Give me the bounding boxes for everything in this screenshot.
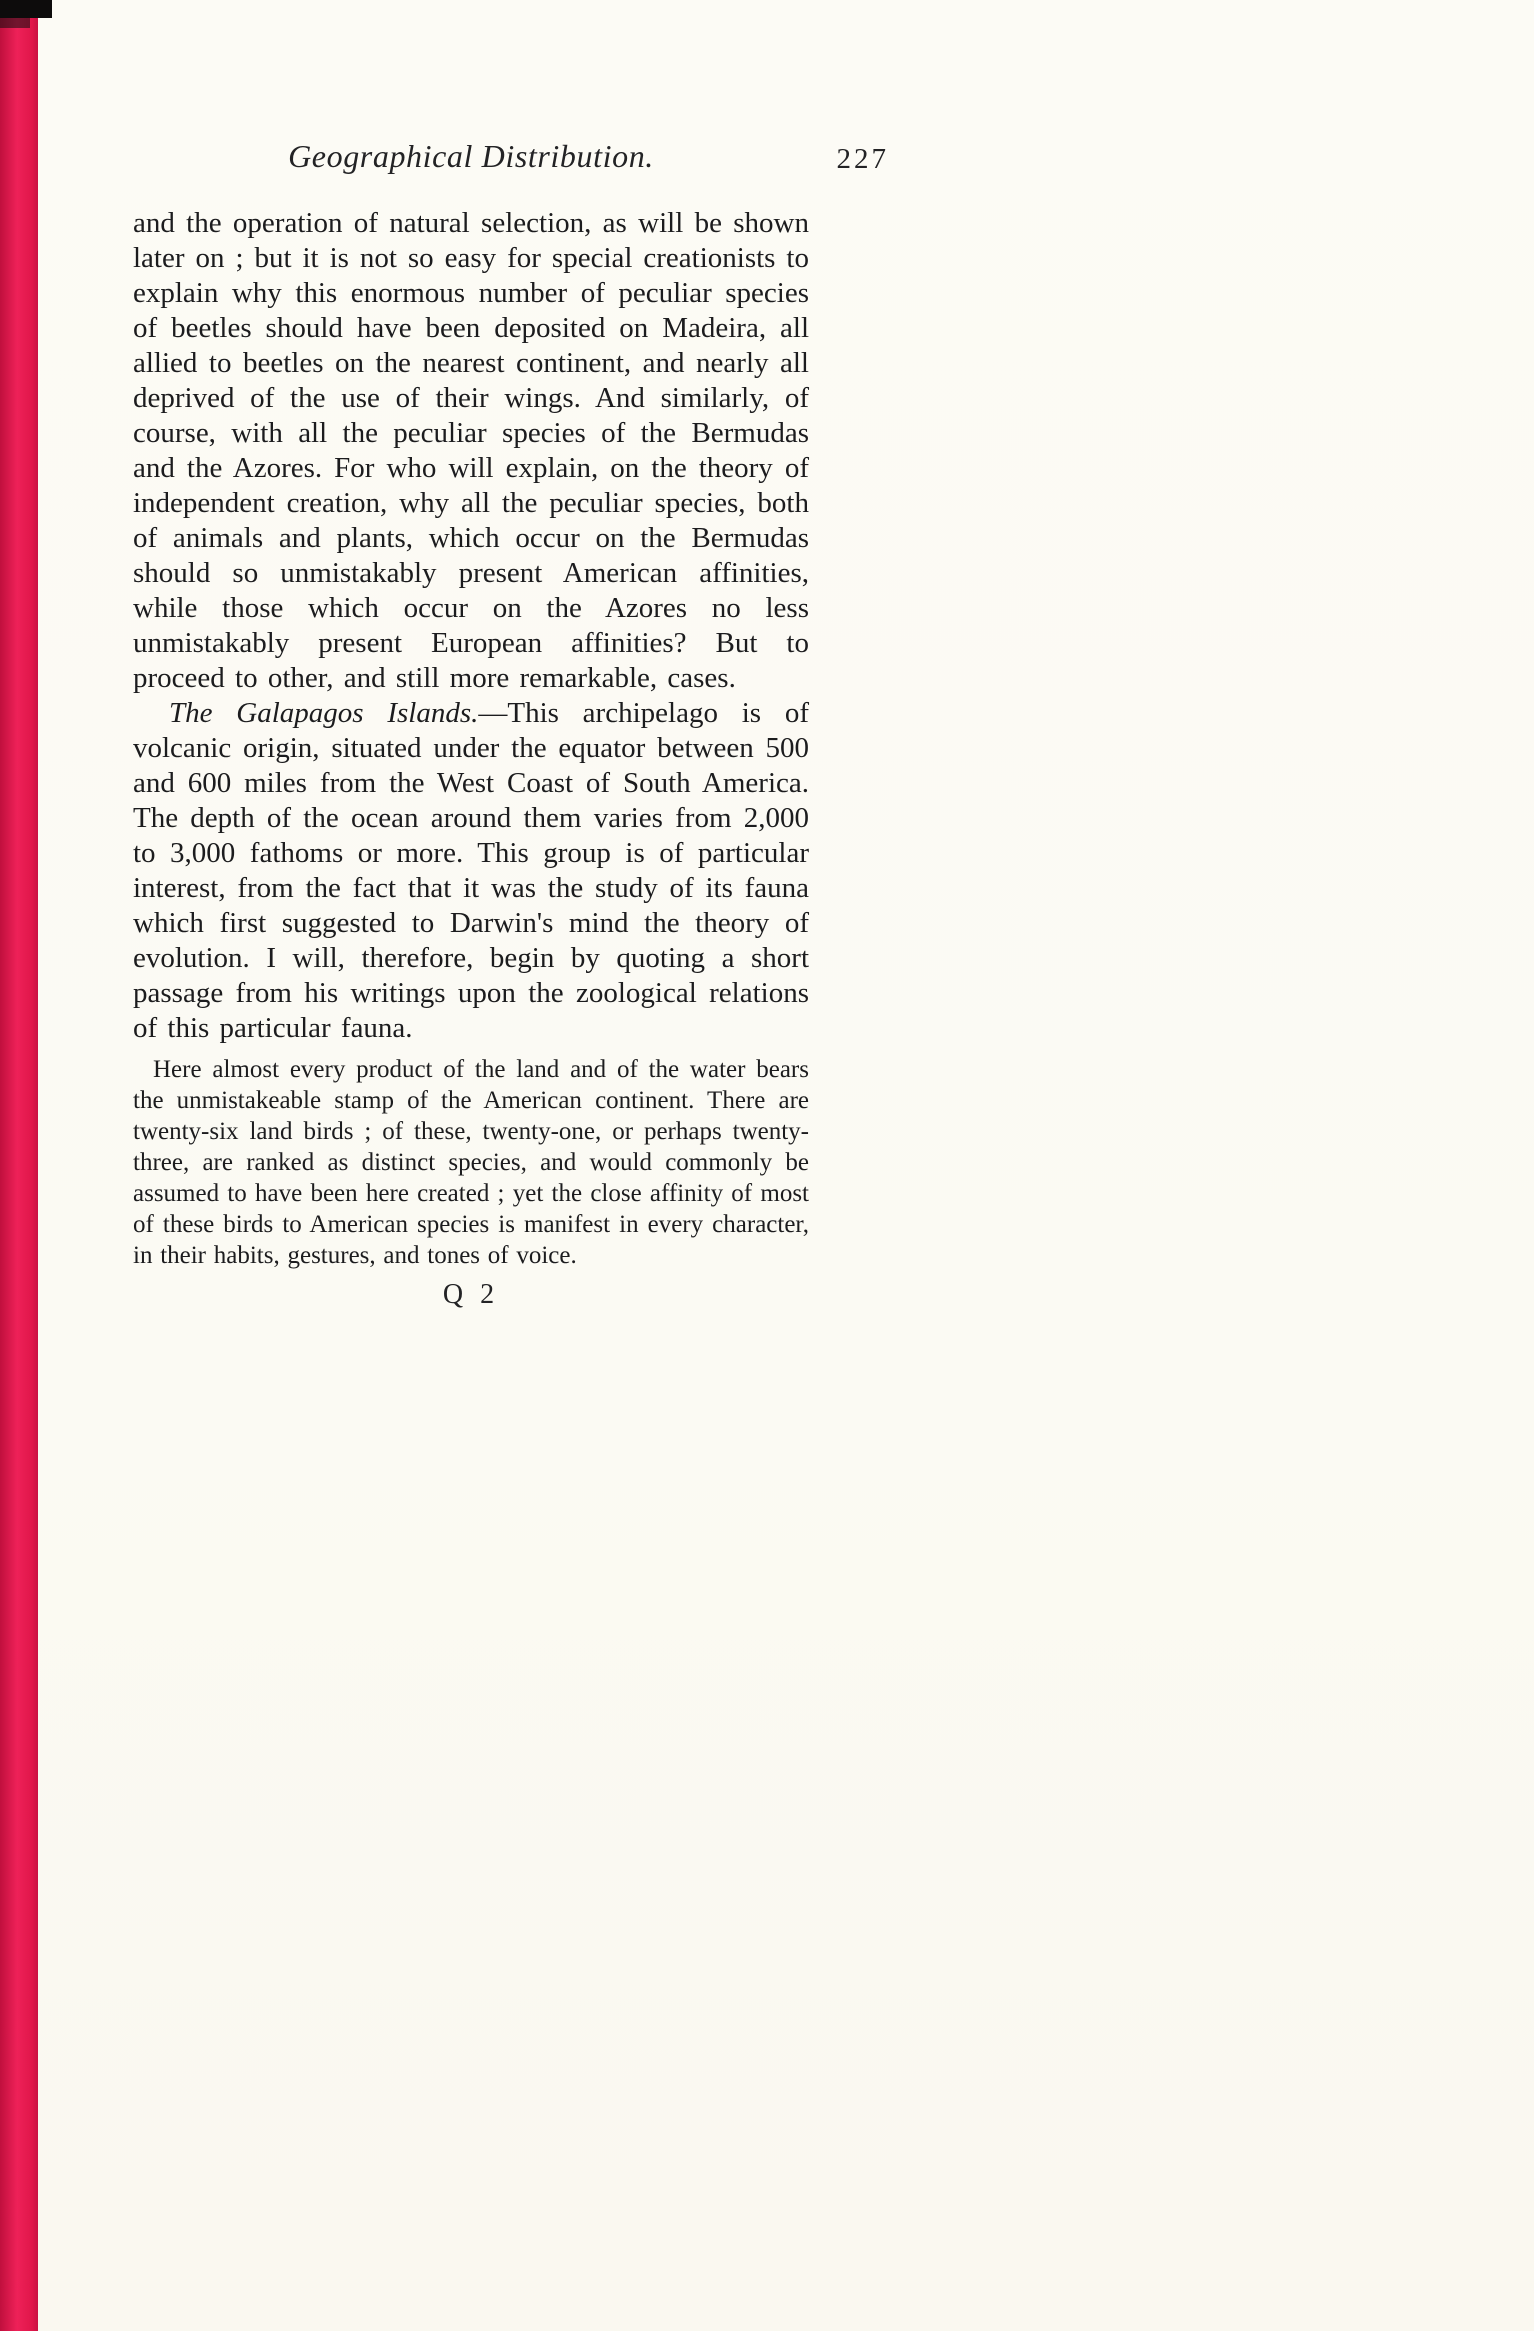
block-quote-darwin: Here almost every product of the land and of the water bears the unmistakeable stamp of the American continent. There are twenty-six land birds ; of these, twenty-one, or perhaps twenty-three, are ranked as distinct species, and would commonly be assumed to have been here created ; yet the close affinity of most of these birds to American species is manifest in every character, in their habits, gestures, and tones of voice.	[133, 1056, 809, 1269]
paragraph-2	[133, 696, 809, 1046]
running-header	[133, 138, 889, 190]
paragraph-1: and the operation of natural selection, as will be shown later on ; but it is not so easy for special creationists to explain why this enormous number of peculiar species of beetles should have been deposited on Madeira, all allied to beetles on the nearest continent, and nearly all deprived of the use of their wings. And similarly, of course, with all the peculiar species of the Bermudas and the Azores. For who will explain, on the theory of independent creation, why all the peculiar species, both of animals and plants, which occur on the Bermudas should so unmistakably present American affinities, while those which occur on the Azores no less unmistakably present European affinities? But to proceed to other, and still more remarkable, cases.	[133, 207, 809, 694]
spine-corner-shadow	[0, 0, 52, 18]
paragraph-2-italic-lead: The Galapagos Islands.	[169, 697, 479, 729]
spine-corner-shadow-lower	[0, 18, 30, 28]
page-number: 227	[836, 143, 889, 175]
paragraph-2-text: —This archipelago is of volcanic origin, situated under the equator between 500 and 600 miles from the West Coast of South America. The depth of the ocean around them varies from 2,000 to 3,000 fathoms or more. This group is of particular interest, from the fact that it was the study of its fauna which first suggested to Darwin's mind the theory of evolution. I will, therefore, begin by quoting a short passage from his writings upon the zoological relations of this particular fauna.	[133, 697, 809, 1044]
book-spine-edge	[0, 0, 38, 2331]
page-content	[133, 138, 889, 1311]
signature-mark: Q 2	[442, 1279, 500, 1310]
running-header-title: Geographical Distribution.	[288, 138, 654, 174]
